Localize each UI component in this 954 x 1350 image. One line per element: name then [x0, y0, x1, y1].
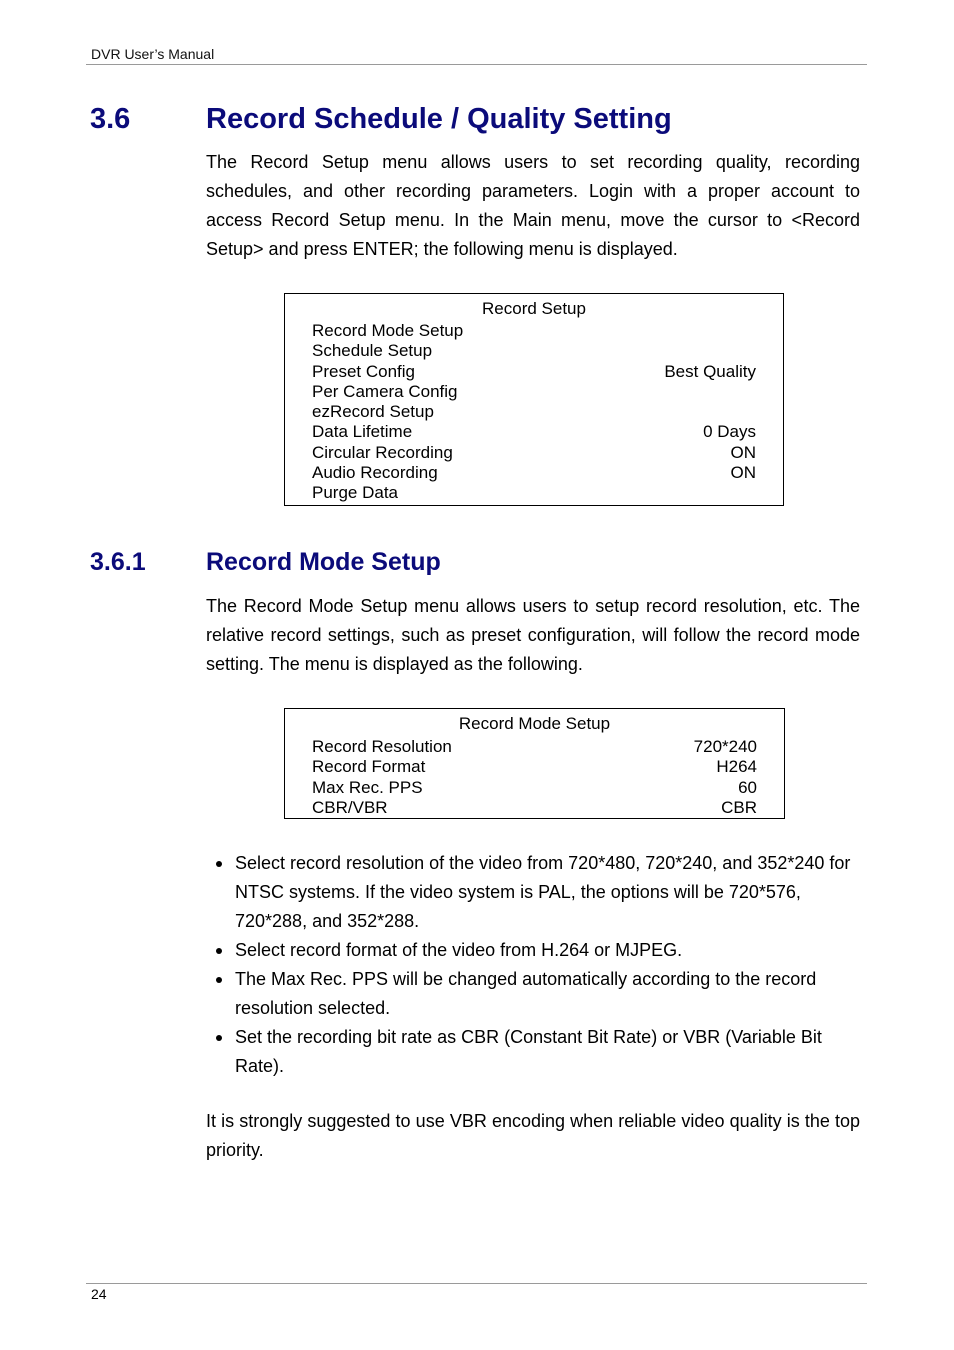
menu-row-value: H264 — [716, 757, 757, 777]
list-item — [214, 965, 866, 1023]
record-mode-setup-menu — [284, 708, 785, 819]
menu-row-value: Best Quality — [664, 361, 756, 381]
list-item-text: Set the recording bit rate as CBR (Constant Bit Rate) or VBR (Variable Bit Rate). — [235, 1027, 822, 1076]
menu-row-preset-config — [312, 362, 756, 382]
menu-row-record-mode-setup — [312, 321, 756, 341]
menu-row-label: Preset Config — [312, 361, 415, 381]
menu-row-label: Audio Recording — [312, 463, 438, 483]
menu-row-max-rec-pps — [312, 778, 757, 798]
subsection-number: 3.6.1 — [90, 548, 146, 576]
menu-row-label: Data Lifetime — [312, 422, 413, 442]
section-title: Record Schedule / Quality Setting — [206, 103, 672, 135]
menu-row-label: Max Rec. PPS — [312, 777, 423, 797]
list-item — [214, 1023, 866, 1081]
page-number: 24 — [91, 1286, 107, 1302]
menu-row-record-format — [312, 757, 757, 777]
list-item — [214, 936, 866, 965]
menu-row-label: Per Camera Config — [312, 381, 458, 401]
menu-row-cbr-vbr — [312, 798, 757, 818]
menu-row-circular-recording — [312, 443, 756, 463]
menu-row-label: Purge Data — [312, 483, 398, 503]
menu-row-label: Record Format — [312, 757, 426, 777]
running-header: DVR User’s Manual — [91, 46, 215, 62]
record-setup-menu — [284, 293, 784, 506]
menu-row-label: CBR/VBR — [312, 797, 388, 817]
menu-row-value: ON — [730, 463, 756, 483]
menu-row-value: 720*240 — [693, 737, 757, 756]
menu-row-per-camera-config — [312, 382, 756, 402]
header-rule — [86, 64, 867, 65]
section-intro-paragraph: The Record Setup menu allows users to set recording quality, recording schedules, and other recording parameters. Login with a proper account to access Record Setup menu. In the Main menu, move the cursor to <Record Setup> and press ENTER; the following menu is displayed. — [206, 152, 860, 259]
list-item — [214, 849, 866, 936]
bullet-icon — [216, 948, 222, 954]
menu-row-purge-data — [312, 483, 756, 503]
menu-row-label: Record Mode Setup — [312, 321, 464, 340]
menu-row-value: ON — [730, 442, 756, 462]
menu-row-audio-recording — [312, 463, 756, 483]
list-item-text: Select record format of the video from H.264 or MJPEG. — [235, 940, 683, 960]
subsection-intro-paragraph: The Record Mode Setup menu allows users to setup record resolution, etc. The relative record settings, such as preset configuration, will follow the record mode setting. The menu is displayed as the following. — [206, 596, 860, 674]
section-number: 3.6 — [90, 103, 131, 135]
bullet-list — [214, 849, 866, 1081]
list-item-text: Select record resolution of the video from 720*480, 720*240, and 352*240 for NTSC systems. If the video system is PAL, the options will be 720*576, 720*288, and 352*288. — [235, 853, 851, 931]
menu-row-label: ezRecord Setup — [312, 402, 434, 422]
subsection-title: Record Mode Setup — [206, 548, 441, 576]
bullet-icon — [216, 977, 222, 983]
menu-row-schedule-setup — [312, 341, 756, 361]
menu-title: Record Mode Setup — [458, 714, 611, 733]
menu-title: Record Setup — [482, 299, 586, 318]
menu-row-record-resolution — [312, 737, 757, 757]
bullet-icon — [216, 861, 222, 867]
bullet-icon — [216, 1035, 222, 1041]
list-item-text: The Max Rec. PPS will be changed automatically according to the record resolution selected. — [235, 969, 817, 1018]
menu-row-label: Record Resolution — [312, 737, 452, 756]
note-paragraph: It is strongly suggested to use VBR encoding when reliable video quality is the top priority. — [206, 1111, 860, 1160]
menu-row-label: Schedule Setup — [312, 341, 433, 361]
menu-row-value: 0 Days — [703, 422, 756, 442]
menu-row-data-lifetime — [312, 422, 756, 442]
menu-row-value: CBR — [721, 797, 757, 817]
menu-row-ezrecord-setup — [312, 402, 756, 422]
footer-rule — [86, 1283, 867, 1284]
menu-row-label: Circular Recording — [312, 442, 453, 462]
menu-row-value: 60 — [738, 777, 757, 797]
